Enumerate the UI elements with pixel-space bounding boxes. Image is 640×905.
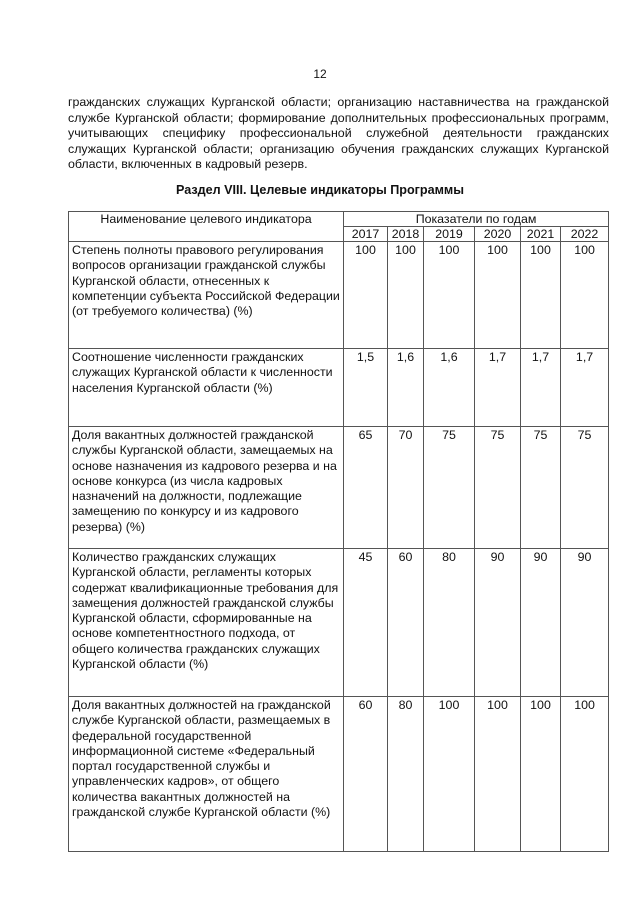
indicator-value: 100 [561,242,609,349]
indicator-value: 70 [388,427,424,549]
indicator-value: 65 [344,427,388,549]
indicator-name: Соотношение численности гражданских служащих Курганской области к численности населения Курганской области (%) [69,349,344,427]
table-row [69,549,609,697]
indicator-value: 100 [521,697,561,852]
indicator-value: 90 [475,549,521,697]
indicator-name: Доля вакантных должностей гражданской службы Курганской области, замещаемых на основе назначения из кадрового резерва и на основе конкурса (из числа кадровых назначений на должности, подлежащие замещению по конкурсу и из кадрового резерва) (%) [69,427,344,549]
indicator-value: 1,5 [344,349,388,427]
indicator-value: 75 [561,427,609,549]
indicator-value: 1,7 [561,349,609,427]
indicator-value: 75 [521,427,561,549]
indicator-value: 90 [561,549,609,697]
indicator-value: 100 [475,697,521,852]
header-year: 2022 [561,227,609,242]
indicator-name: Степень полноты правового регулирования вопросов организации гражданской службы Курганской области, отнесенных к компетенции субъекта Российской Федерации (от требуемого количества) (%) [69,242,344,349]
indicator-value: 1,7 [475,349,521,427]
table-row [69,427,609,549]
indicator-name: Доля вакантных должностей на гражданской службе Курганской области, размещаемых в федеральной государственной информационной системе «Федеральный портал государственной службы и управленческих кадров», от общего количества вакантных должностей на гражданской службе Курганской области (%) [69,697,344,852]
indicators-table [68,211,609,852]
indicator-value: 1,6 [424,349,475,427]
indicator-value: 45 [344,549,388,697]
indicator-value: 75 [475,427,521,549]
intro-paragraph [68,95,609,173]
indicator-value: 80 [424,549,475,697]
header-years-group: Показатели по годам [344,212,609,227]
page-number: 12 [313,67,327,81]
header-year: 2018 [388,227,424,242]
header-year: 2021 [521,227,561,242]
header-year: 2020 [475,227,521,242]
indicator-value: 100 [424,697,475,852]
table-header-row [69,212,609,227]
header-year: 2017 [344,227,388,242]
indicator-value: 75 [424,427,475,549]
indicator-value: 80 [388,697,424,852]
table-row [69,349,609,427]
indicator-value: 1,6 [388,349,424,427]
indicator-value: 100 [344,242,388,349]
table-row [69,697,609,852]
indicator-value: 90 [521,549,561,697]
indicator-value: 60 [388,549,424,697]
intro-text: гражданских служащих Курганской области; организацию наставничества на гражданской службе Курганской области; формирование дополнительных профессиональных программ, учитывающих специфику профессиональной служебной деятельности гражданских служащих Курганской области; организацию обучения гражданских служащих Курганской области, включенных в кадровый резерв. [68,95,609,172]
header-year: 2019 [424,227,475,242]
indicator-value: 100 [424,242,475,349]
table-row [69,242,609,349]
section-title: Раздел VIII. Целевые индикаторы Программы [175,183,465,197]
indicator-value: 60 [344,697,388,852]
indicator-value: 1,7 [521,349,561,427]
header-indicator-name: Наименование целевого индикатора [69,212,344,242]
indicator-value: 100 [388,242,424,349]
indicator-value: 100 [561,697,609,852]
indicator-name: Количество гражданских служащих Курганской области, регламенты которых содержат квалификационные требования для замещения должностей гражданской службы Курганской области, сформированные на основе компетентностного подхода, от общего количества гражданских служащих Курганской области (%) [69,549,344,697]
indicator-value: 100 [521,242,561,349]
indicator-value: 100 [475,242,521,349]
